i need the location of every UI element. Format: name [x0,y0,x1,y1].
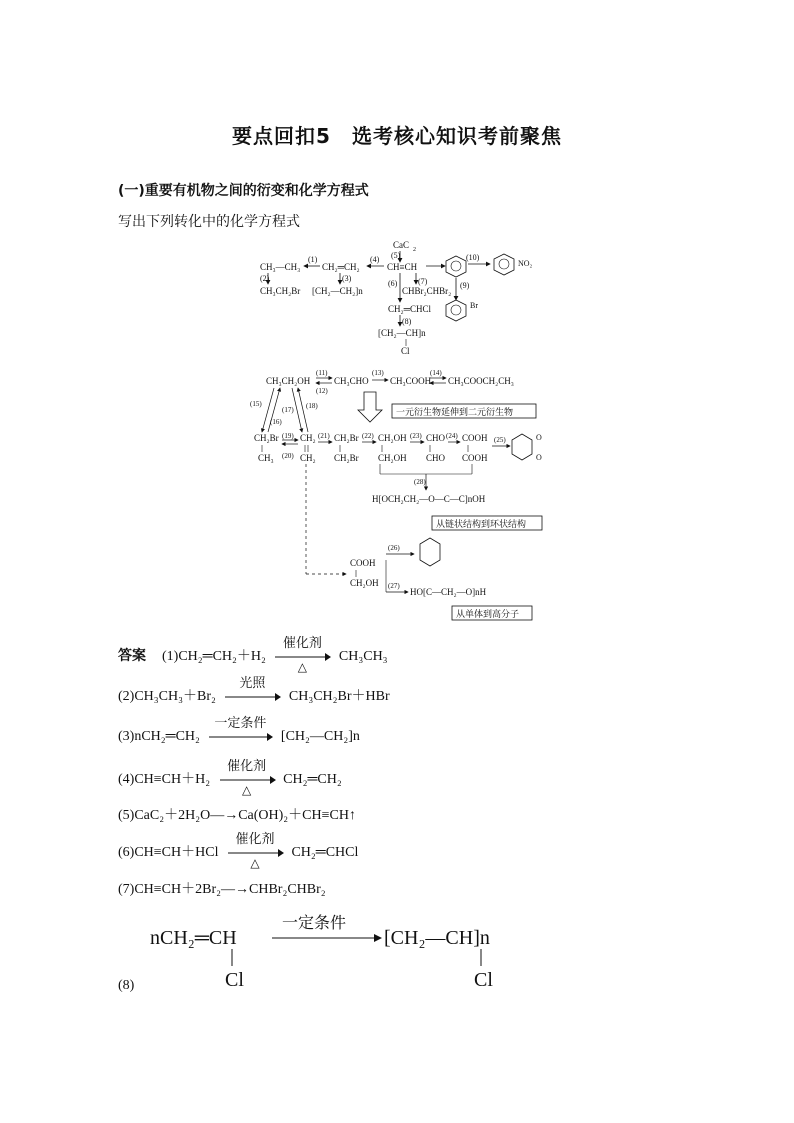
bromobenzene-ring-icon [446,300,466,321]
step-9-label: (9) [460,281,470,290]
step-17-label: (17) [282,406,294,414]
vinyl-chloride-label: CH₂═CHCl [388,304,432,314]
glyoxal-top: CHO [426,433,446,443]
step-25-label: (25) [494,436,506,444]
eq8-num: (8) [118,978,135,993]
eq4-right: CH₂═CH₂ [283,772,342,787]
eq8-left-cl: Cl [225,969,244,991]
dibromo-bot: CH₂Br [334,453,359,463]
eq4-num: (4) [118,772,135,787]
equation-7: (7)CH≡CH＋2Br₂—→CHBr₂CHBr₂ [118,882,326,897]
step-22-label: (22) [362,432,374,440]
dibromo-top: CH₂Br [334,433,359,443]
equation-5: (5)CaC₂＋2H₂O—→Ca(OH)₂＋CH≡CH↑ [118,808,356,823]
equation-8 [148,908,538,994]
benzene-ring-icon [446,256,466,277]
oxalic-top: COOH [462,433,488,443]
step-15-label: (15) [250,400,262,408]
instruction-text: 写出下列转化中的化学方程式 [118,214,300,230]
step-23-label: (23) [410,432,422,440]
eq3-right: [CH₂—CH₂]n [280,729,360,744]
eq2-condition: 光照 [223,690,281,704]
box-monomer-to-polymer-label: 从单体到高分子 [456,609,520,619]
acetylene-label: CH≡CH [387,262,418,272]
glycolic-top: COOH [350,558,376,568]
eq3-left: nCH₂═CH₂ [134,729,200,744]
equation-2 [118,675,390,705]
polyglycolic-label: HO[C—CH₂—O]nH [410,587,487,597]
step-24-label: (24) [446,432,458,440]
eq3-num: (3) [118,729,135,744]
cyclic-ester-ring-icon [512,434,532,460]
step-19-label: (19) [282,432,294,440]
acetaldehyde-label: CH₃CHO [334,376,369,386]
eq4-left: CH≡CH＋H₂ [134,772,211,787]
eq3-condition: 一定条件 [207,730,273,744]
equation-3 [118,715,360,745]
step-11-label: (11) [316,369,328,377]
step-18-label: (18) [306,402,318,410]
polyethylene-label: [CH₂—CH₂]n [312,286,363,296]
step-8-label: (8) [402,317,412,326]
eq8-condition: 一定条件 [282,915,347,932]
glycol-bot: CH₂OH [378,453,407,463]
step-4-label: (4) [370,255,380,264]
ethanol-label: CH₃CH₂OH [266,376,311,386]
eq1-num: (1) [162,649,179,664]
step-26-label: (26) [388,544,400,552]
step-12-label: (12) [316,387,328,395]
eq2-right: CH₃CH₂Br＋HBr [288,689,390,704]
ethyl-acetate-label: CH₃COOCH₂CH₃ [448,376,514,386]
step-7-label: (7) [418,277,428,286]
oxalic-bot: COOH [462,453,488,463]
equation-4 [118,758,342,797]
cac2-label: CaC [393,240,410,250]
bromoethane-top: CH₂Br [254,433,279,443]
eq6-num: (6) [118,845,135,860]
step-13-label: (13) [372,369,384,377]
eq8-left: nCH₂═CH [150,927,237,949]
glyoxal-bot: CHO [426,453,446,463]
step-28-label: (28) [414,478,426,486]
down-arrow-icon [358,392,382,422]
glycol-top: CH₂OH [378,433,407,443]
step-5-label: (5) [391,251,401,260]
ethane-label: CH₃—CH₃ [260,262,301,272]
cyclic-o-1: O [536,433,542,442]
polyester-label: H[OCH₂CH₂—O—C—C]nOH [372,494,486,504]
eq8-right: [CH₂—CH]n [384,927,490,949]
equation-1 [118,635,388,674]
ethylene-label: CH₂═CH₂ [322,262,360,272]
box-one-to-two-label: 一元衍生物延伸到二元衍生物 [396,407,514,417]
eq8-right-cl: Cl [474,969,493,991]
eq1-left: CH₂═CH₂＋H₂ [178,649,266,664]
step-6-label: (6) [388,279,398,288]
eq2-left: CH₃CH₃＋Br₂ [134,689,216,704]
hydrocarbon-diagram [250,236,560,360]
eq1-condition: 催化剂 △ [273,650,331,664]
eq4-condition: 催化剂 △ [218,773,276,787]
eq1-right: CH₃CH₃ [338,649,388,664]
step-16-label: (16) [270,418,282,426]
eq6-right: CH₂═CHCl [291,845,359,860]
derivatives-diagram [248,366,548,624]
tetrabromo-label: CHBr₂CHBr₂ [402,286,452,296]
bromo-label: Br [470,301,478,310]
ethylene-bot: CH₂ [300,453,316,463]
step-2-label: (2) [260,274,270,283]
step-1-label: (1) [308,255,318,264]
cac2-sub: 2 [413,247,416,253]
glycolic-bot: CH₂OH [350,578,379,588]
box-chain-to-ring-label: 从链状结构到环状结构 [436,519,527,529]
pvc-cl-label: Cl [401,346,410,356]
step-27-label: (27) [388,582,400,590]
cyclic-o-2: O [536,453,542,462]
eq2-num: (2) [118,689,135,704]
answer-label: 答案 [118,648,146,664]
section-heading: (一)重要有机物之间的衍变和化学方程式 [118,183,369,199]
ethylene-top: CH₂ [300,433,316,443]
eq6-condition: 催化剂 △ [226,846,284,860]
nitrobenzene-ring-icon [494,254,514,275]
page-title: 要点回扣5 选考核心知识考前聚焦 [232,124,562,148]
nitro-label: NO₂ [518,259,533,268]
eq6-left: CH≡CH＋HCl [134,845,219,860]
equation-6 [118,831,359,870]
glycolide-ring-icon [420,538,440,566]
bromoethane-ch3: CH₃ [258,453,274,463]
pvc-label: [CH₂—CH]n [378,328,426,338]
step-14-label: (14) [430,369,442,377]
step-20-label: (20) [282,452,294,460]
bromoethane-label: CH₃CH₂Br [260,286,301,296]
step-10-label: (10) [466,253,480,262]
step-21-label: (21) [318,432,330,440]
step-3-label: (3) [342,274,352,283]
acetic-acid-label: CH₃COOH [390,376,432,386]
